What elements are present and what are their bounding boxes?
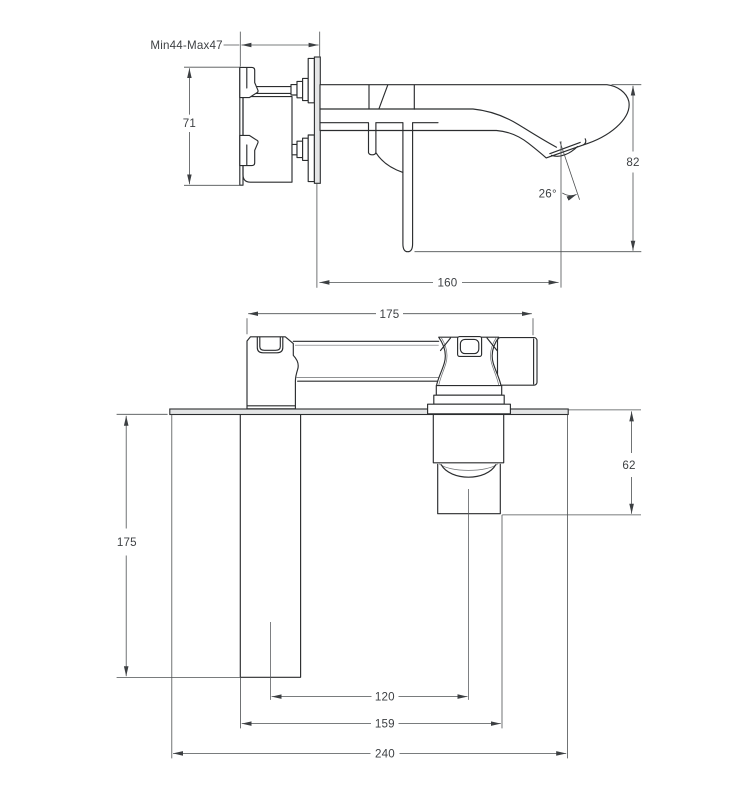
end-cylinder-plan [498, 338, 538, 386]
dim-label-depth-range: Min44-Max47 [150, 38, 223, 52]
sleeve [308, 58, 314, 102]
handle-ring [436, 386, 501, 396]
body-bar-plan [293, 341, 438, 381]
dim-label-handle-offset: 120 [374, 690, 395, 704]
dim-label-spout-reach: 160 [437, 276, 458, 290]
handle-assembly-plan [434, 337, 504, 405]
dim-spout-length [117, 414, 241, 677]
dim-spout-angle [539, 141, 580, 287]
dim-spout-reach [317, 184, 559, 290]
dim-label-handle-depth: 62 [622, 459, 636, 473]
dim-valve-height [183, 67, 244, 185]
handle-base-flange [428, 404, 511, 414]
sleeve [308, 135, 314, 182]
wall-plate-side [314, 57, 320, 183]
handle-set-screw-recess [460, 339, 478, 353]
flange-pad-top [240, 67, 258, 97]
top-view [117, 308, 641, 761]
lever-neck [376, 153, 403, 173]
dim-label-spout-drop: 82 [626, 156, 640, 170]
dim-label-spout-angle: 26° [538, 187, 557, 201]
dim-label-overall-span: 159 [374, 717, 395, 731]
dim-label-plate-width: 240 [375, 747, 395, 761]
dim-label-spout-length: 175 [116, 536, 137, 550]
collar [303, 138, 309, 160]
dim-label-valve-height: 71 [182, 117, 197, 131]
dim-label-body-width: 175 [379, 307, 400, 321]
dim-handle-depth [502, 410, 641, 515]
collar [291, 85, 297, 95]
dim-body-width [247, 308, 533, 336]
top-supply-pipe [256, 87, 291, 94]
handle-ring [434, 395, 504, 404]
spout-column-plan [247, 337, 298, 409]
dim-plate-width [172, 415, 568, 761]
lever-rod [403, 123, 413, 252]
spout-profile [320, 85, 629, 158]
dim-min-max-depth [150, 32, 319, 67]
collar [297, 141, 303, 157]
collar [292, 144, 297, 154]
collar [297, 81, 303, 97]
side-view [150, 32, 641, 290]
dim-handle-offset [272, 691, 468, 704]
spout-outline [320, 85, 629, 158]
collar [303, 78, 309, 100]
dim-overall-span [241, 515, 503, 731]
rough-in-valve [240, 58, 315, 185]
